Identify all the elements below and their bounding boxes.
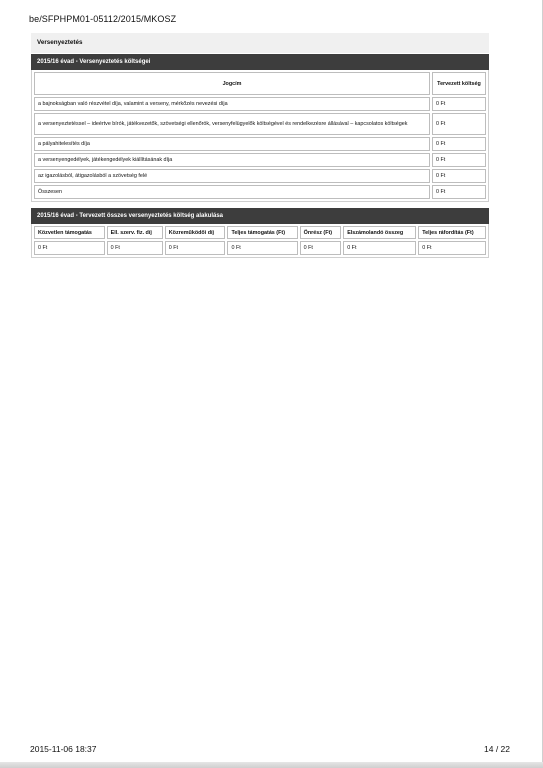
table-row (34, 153, 486, 167)
table-header-row (34, 72, 486, 95)
column-header-kozremukodoi-dij: Közreműködői díj (165, 226, 226, 239)
column-header-kozvetlen-tamogatas: Közvetlen támogatás (34, 226, 105, 239)
row-label: a bajnokságban való részvétel díja, valamint a verseny, mérkőzés nevezési díja (34, 97, 430, 111)
column-header-jogcim: Jogcím (34, 72, 430, 95)
row-label: a pályahitelesítés díja (34, 137, 430, 151)
row-amount: 0 Ft (432, 169, 486, 183)
value-ell-szerv-fiz-dij: 0 Ft (107, 241, 163, 255)
document-id: be/SFPHPM01-05112/2015/MKOSZ (29, 14, 177, 24)
footer-date: 2015-11-06 18:37 (30, 744, 97, 754)
table-row (34, 97, 486, 111)
page-number: 14 / 22 (484, 744, 510, 754)
total-amount: 0 Ft (432, 185, 486, 199)
costs-table (32, 70, 488, 201)
table-row (34, 137, 486, 151)
table-row (34, 113, 486, 135)
row-label: az igazolásból, átigazolásból a szövetség felé (34, 169, 430, 183)
column-header-tervezett-koltseg: Tervezett költség (432, 72, 486, 95)
costs-panel-header: 2015/16 évad - Versenyeztetés költségei (31, 54, 489, 70)
total-label: Összesen (34, 185, 430, 199)
row-amount: 0 Ft (432, 97, 486, 111)
value-onresz: 0 Ft (300, 241, 342, 255)
value-teljes-raforditas: 0 Ft (418, 241, 486, 255)
value-teljes-tamogatas: 0 Ft (227, 241, 297, 255)
page-bottom-edge (0, 762, 543, 768)
versenyeztetes-section (31, 33, 489, 258)
table-row (34, 169, 486, 183)
column-header-teljes-raforditas: Teljes ráfordítás (Ft) (418, 226, 486, 239)
row-amount: 0 Ft (432, 137, 486, 151)
summary-panel (31, 208, 489, 258)
costs-panel (31, 54, 489, 202)
section-title: Versenyeztetés (31, 33, 489, 53)
total-row (34, 185, 486, 199)
table-header-row (34, 226, 486, 239)
column-header-onresz: Önrész (Ft) (300, 226, 342, 239)
value-elszamolando-osszeg: 0 Ft (343, 241, 416, 255)
summary-table (32, 224, 488, 257)
column-header-ell-szerv-fiz-dij: Ell. szerv. fiz. díj (107, 226, 163, 239)
row-label: a versenyengedélyek, játékengedélyek kiállításának díja (34, 153, 430, 167)
summary-panel-header: 2015/16 évad - Tervezett összes versenyeztetés költség alakulása (31, 208, 489, 224)
row-amount: 0 Ft (432, 153, 486, 167)
row-amount: 0 Ft (432, 113, 486, 135)
value-kozremukodoi-dij: 0 Ft (165, 241, 226, 255)
column-header-elszamolando-osszeg: Elszámolandó összeg (343, 226, 416, 239)
row-label: a versenyeztetéssel – ideértve bírók, játékvezetők, szövetségi ellenőrök, versenyfelügyelők költségével és rendelkezésre állásával – kapcsolatos költségek (34, 113, 430, 135)
table-row (34, 241, 486, 255)
value-kozvetlen-tamogatas: 0 Ft (34, 241, 105, 255)
column-header-teljes-tamogatas: Teljes támogatás (Ft) (227, 226, 297, 239)
